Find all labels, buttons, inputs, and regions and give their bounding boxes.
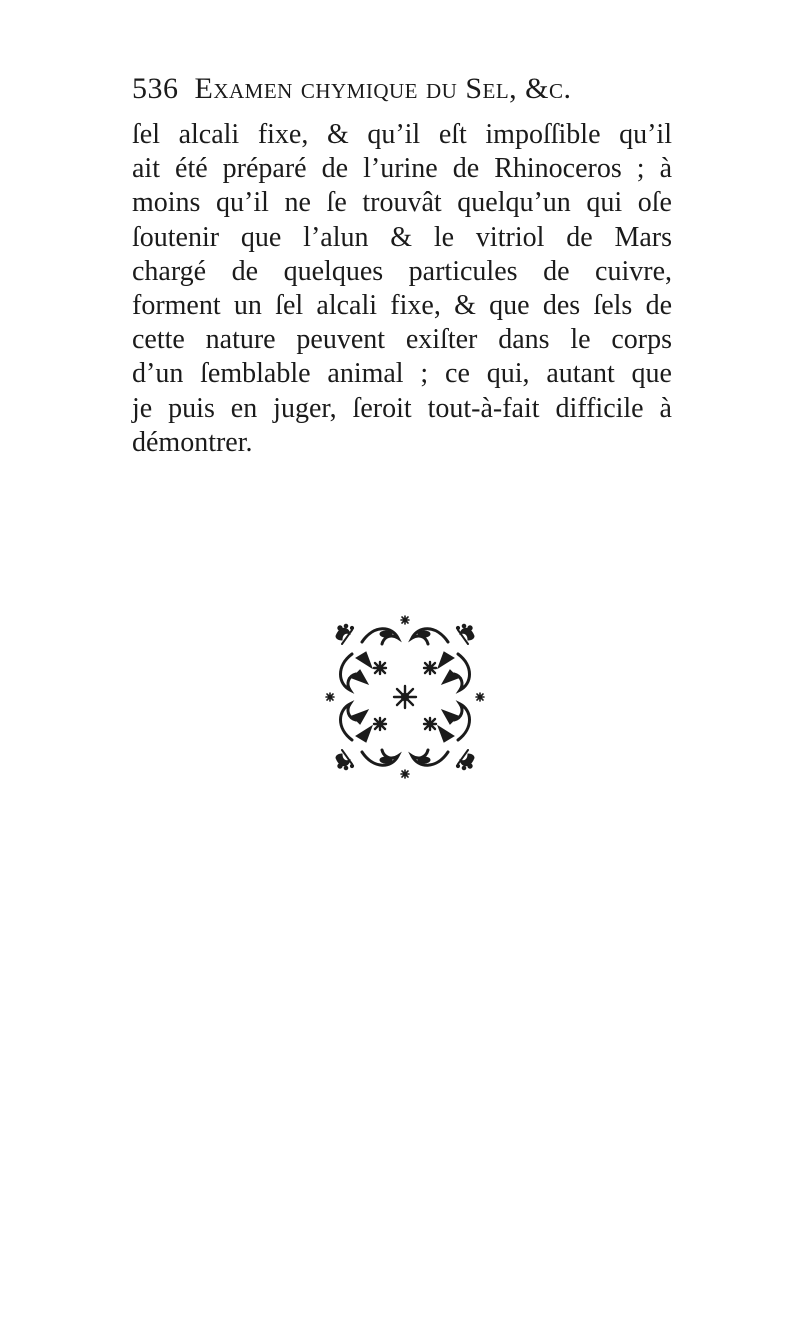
text-line: démontrer. xyxy=(132,426,253,458)
corner-fleuron-icon xyxy=(456,624,474,644)
page-number: 536 xyxy=(132,72,179,105)
corner-fleuron-icon xyxy=(336,750,354,770)
text-line: chargé de quelques particules de cuivre, xyxy=(132,255,672,287)
text-line: ſel alcali fixe, & qu’il eſt impoſſible qu’il xyxy=(132,119,672,150)
text-line: forment un ſel alcali fixe, & que des ſels de xyxy=(132,289,672,321)
running-header xyxy=(132,72,680,116)
text-line: ait été préparé de l’urine de Rhinoceros ; à xyxy=(132,153,672,185)
fleuron-tailpiece-icon xyxy=(322,612,488,782)
text-line: moins qu’il ne ſe trouvât quelqu’un qui oſe xyxy=(132,187,672,219)
corner-fleuron-icon xyxy=(456,750,474,770)
body-paragraph xyxy=(132,118,672,460)
corner-fleuron-icon xyxy=(336,624,354,644)
text-line: ſoutenir que l’alun & le vitriol de Mars xyxy=(132,221,672,253)
text-line: je puis en juger, ſeroit tout-à-fait difficile à xyxy=(132,392,672,424)
text-line: cette nature peuvent exiſter dans le corps xyxy=(132,324,672,356)
text-line: d’un ſemblable animal ; ce qui, autant que xyxy=(132,358,672,390)
running-title: Examen chymique du Sel, &c. xyxy=(194,72,572,105)
